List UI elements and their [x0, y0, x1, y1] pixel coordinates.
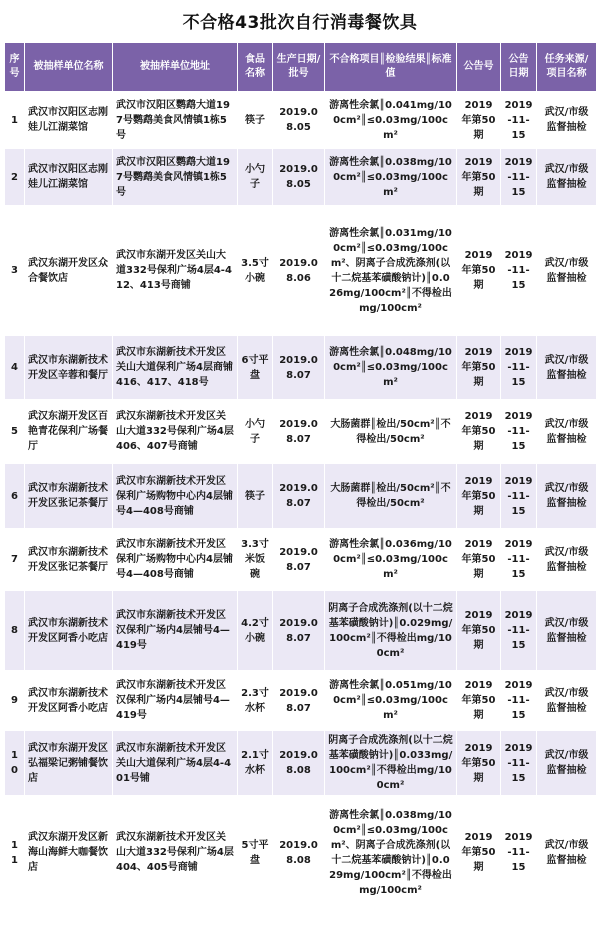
header-production-date: 生产日期/批号 — [273, 43, 325, 92]
cell-unit-address: 武汉市东湖新技术开发区关山大道保利广场4层商铺416、417、418号 — [113, 336, 238, 400]
cell-production-date: 2019.08.07 — [273, 671, 325, 731]
cell-task-source: 武汉/市级监督抽检 — [537, 529, 597, 591]
cell-index: 2 — [5, 149, 25, 206]
cell-food-name: 2.1寸水杯 — [238, 731, 273, 796]
cell-food-name: 5寸平盘 — [238, 796, 273, 910]
cell-failed-item: 游离性余氯║0.031mg/100cm²║≤0.03mg/100cm²、阴离子合成洗涤剂(以十二烷基苯磺酸钠计)║0.026mg/100cm²║不得检出mg/100cm² — [325, 206, 457, 336]
table-row — [5, 796, 597, 910]
cell-notice-number: 2019年第50期 — [457, 149, 501, 206]
table-row — [5, 464, 597, 529]
cell-food-name: 小勺子 — [238, 149, 273, 206]
cell-production-date: 2019.08.05 — [273, 149, 325, 206]
cell-notice-number: 2019年第50期 — [457, 336, 501, 400]
cell-failed-item: 游离性余氯║0.051mg/100cm²║≤0.03mg/100cm² — [325, 671, 457, 731]
cell-notice-date: 2019-11-15 — [501, 591, 537, 671]
cell-unit-address: 武汉市东湖新技术开发区保利广场购物中心内4层铺号4—408号商铺 — [113, 464, 238, 529]
cell-food-name: 3.5寸小碗 — [238, 206, 273, 336]
cell-index: 3 — [5, 206, 25, 336]
cell-notice-number: 2019年第50期 — [457, 206, 501, 336]
cell-failed-item: 游离性余氯║0.048mg/100cm²║≤0.03mg/100cm² — [325, 336, 457, 400]
cell-food-name: 6寸平盘 — [238, 336, 273, 400]
cell-unit-address: 武汉市东湖新技术开发区汉保利广场内4层铺号4—419号 — [113, 591, 238, 671]
cell-notice-number: 2019年第50期 — [457, 529, 501, 591]
cell-task-source: 武汉/市级监督抽检 — [537, 464, 597, 529]
table-row — [5, 336, 597, 400]
cell-failed-item: 游离性余氯║0.038mg/100cm²║≤0.03mg/100cm² — [325, 149, 457, 206]
header-unit-address: 被抽样单位地址 — [113, 43, 238, 92]
cell-unit-name: 武汉东湖开发区众合餐饮店 — [25, 206, 113, 336]
cell-failed-item: 大肠菌群║检出/50cm²║不得检出/50cm² — [325, 464, 457, 529]
cell-failed-item: 大肠菌群║检出/50cm²║不得检出/50cm² — [325, 400, 457, 464]
header-notice-date: 公告日期 — [501, 43, 537, 92]
cell-task-source: 武汉/市级监督抽检 — [537, 671, 597, 731]
cell-unit-name: 武汉市汉阳区志刚娃儿江湖菜馆 — [25, 92, 113, 149]
cell-unit-address: 武汉市东湖开发区关山大道332号保利广场4层4-412、413号商铺 — [113, 206, 238, 336]
cell-index: 9 — [5, 671, 25, 731]
cell-unit-address: 武汉市东湖新技术开发区汉保利广场内4层铺号4—419号 — [113, 671, 238, 731]
cell-notice-date: 2019-11-15 — [501, 92, 537, 149]
cell-unit-name: 武汉东湖开发区百艳青花保利广场餐厅 — [25, 400, 113, 464]
cell-unit-address: 武汉市东湖新技术开发区关山大道保利广场4层4-401号铺 — [113, 731, 238, 796]
cell-unit-name: 武汉市东湖新技术开发区辛蓉和餐厅 — [25, 336, 113, 400]
cell-unit-name: 武汉市东湖新技术开发区阿香小吃店 — [25, 591, 113, 671]
cell-notice-date: 2019-11-15 — [501, 149, 537, 206]
cell-failed-item: 游离性余氯║0.036mg/100cm²║≤0.03mg/100cm² — [325, 529, 457, 591]
cell-unit-name: 武汉市东湖新技术开发区阿香小吃店 — [25, 671, 113, 731]
table-row — [5, 591, 597, 671]
table-row — [5, 149, 597, 206]
cell-unit-name: 武汉市东湖新技术开发区张记茶餐厅 — [25, 529, 113, 591]
cell-task-source: 武汉/市级监督抽检 — [537, 796, 597, 910]
cell-failed-item: 游离性余氯║0.041mg/100cm²║≤0.03mg/100cm² — [325, 92, 457, 149]
table-row — [5, 731, 597, 796]
cell-task-source: 武汉/市级监督抽检 — [537, 206, 597, 336]
cell-production-date: 2019.08.08 — [273, 796, 325, 910]
header-notice-number: 公告号 — [457, 43, 501, 92]
cell-task-source: 武汉/市级监督抽检 — [537, 336, 597, 400]
table-row — [5, 400, 597, 464]
cell-food-name: 2.3寸水杯 — [238, 671, 273, 731]
header-food-name: 食品名称 — [238, 43, 273, 92]
cell-notice-date: 2019-11-15 — [501, 796, 537, 910]
cell-notice-number: 2019年第50期 — [457, 671, 501, 731]
cell-index: 5 — [5, 400, 25, 464]
cell-unit-name: 武汉市东湖开发区弘福梁记粥铺餐饮店 — [25, 731, 113, 796]
table-row — [5, 92, 597, 149]
cell-task-source: 武汉/市级监督抽检 — [537, 149, 597, 206]
cell-notice-number: 2019年第50期 — [457, 400, 501, 464]
results-table — [4, 42, 597, 910]
cell-production-date: 2019.08.05 — [273, 92, 325, 149]
cell-production-date: 2019.08.07 — [273, 464, 325, 529]
cell-production-date: 2019.08.07 — [273, 400, 325, 464]
cell-notice-number: 2019年第50期 — [457, 731, 501, 796]
cell-task-source: 武汉/市级监督抽检 — [537, 400, 597, 464]
cell-production-date: 2019.08.06 — [273, 206, 325, 336]
header-failed-item: 不合格项目║检验结果║标准值 — [325, 43, 457, 92]
cell-unit-address: 武汉东湖新技术开发区关山大道332号保利广场4层404、405号商铺 — [113, 796, 238, 910]
cell-food-name: 3.3寸米饭碗 — [238, 529, 273, 591]
cell-index: 8 — [5, 591, 25, 671]
cell-failed-item: 阴离子合成洗涤剂(以十二烷基苯磺酸钠计)║0.029mg/100cm²║不得检出mg/100cm² — [325, 591, 457, 671]
cell-unit-name: 武汉市汉阳区志刚娃儿江湖菜馆 — [25, 149, 113, 206]
header-unit-name: 被抽样单位名称 — [25, 43, 113, 92]
cell-food-name: 筷子 — [238, 464, 273, 529]
cell-index: 7 — [5, 529, 25, 591]
page-title: 不合格43批次自行消毒餐饮具 — [182, 13, 418, 33]
cell-notice-date: 2019-11-15 — [501, 400, 537, 464]
cell-notice-date: 2019-11-15 — [501, 731, 537, 796]
cell-notice-number: 2019年第50期 — [457, 796, 501, 910]
cell-production-date: 2019.08.07 — [273, 529, 325, 591]
cell-unit-address: 武汉东湖新技术开发区关山大道332号保利广场4层406、407号商铺 — [113, 400, 238, 464]
cell-notice-date: 2019-11-15 — [501, 336, 537, 400]
cell-notice-number: 2019年第50期 — [457, 464, 501, 529]
cell-failed-item: 阴离子合成洗涤剂(以十二烷基苯磺酸钠计)║0.033mg/100cm²║不得检出mg/100cm² — [325, 731, 457, 796]
cell-unit-address: 武汉市汉阳区鹦鹉大道197号鹦鹉美食风情镇1栋5号 — [113, 92, 238, 149]
cell-production-date: 2019.08.08 — [273, 731, 325, 796]
cell-index: 4 — [5, 336, 25, 400]
cell-index: 1 — [5, 92, 25, 149]
cell-index: 6 — [5, 464, 25, 529]
cell-unit-address: 武汉市东湖新技术开发区保利广场购物中心内4层铺号4—408号商铺 — [113, 529, 238, 591]
cell-unit-name: 武汉东湖开发区新海山海鲜大咖餐饮店 — [25, 796, 113, 910]
cell-notice-date: 2019-11-15 — [501, 529, 537, 591]
cell-food-name: 筷子 — [238, 92, 273, 149]
cell-food-name: 小勺子 — [238, 400, 273, 464]
header-index: 序号 — [5, 43, 25, 92]
cell-task-source: 武汉/市级监督抽检 — [537, 731, 597, 796]
cell-unit-name: 武汉市东湖新技术开发区张记茶餐厅 — [25, 464, 113, 529]
cell-production-date: 2019.08.07 — [273, 336, 325, 400]
cell-failed-item: 游离性余氯║0.038mg/100cm²║≤0.03mg/100cm²、阴离子合成洗涤剂(以十二烷基苯磺酸钠计)║0.029mg/100cm²║不得检出mg/100cm² — [325, 796, 457, 910]
header-row — [5, 43, 597, 92]
cell-index: 10 — [5, 731, 25, 796]
cell-production-date: 2019.08.07 — [273, 591, 325, 671]
cell-notice-date: 2019-11-15 — [501, 464, 537, 529]
cell-notice-date: 2019-11-15 — [501, 206, 537, 336]
table-row — [5, 529, 597, 591]
cell-notice-number: 2019年第50期 — [457, 591, 501, 671]
table-row — [5, 206, 597, 336]
header-task-source: 任务来源/项目名称 — [537, 43, 597, 92]
table-row — [5, 671, 597, 731]
cell-task-source: 武汉/市级监督抽检 — [537, 92, 597, 149]
cell-food-name: 4.2寸小碗 — [238, 591, 273, 671]
cell-notice-number: 2019年第50期 — [457, 92, 501, 149]
cell-index: 11 — [5, 796, 25, 910]
cell-task-source: 武汉/市级监督抽检 — [537, 591, 597, 671]
cell-notice-date: 2019-11-15 — [501, 671, 537, 731]
cell-unit-address: 武汉市汉阳区鹦鹉大道197号鹦鹉美食风情镇1栋5号 — [113, 149, 238, 206]
